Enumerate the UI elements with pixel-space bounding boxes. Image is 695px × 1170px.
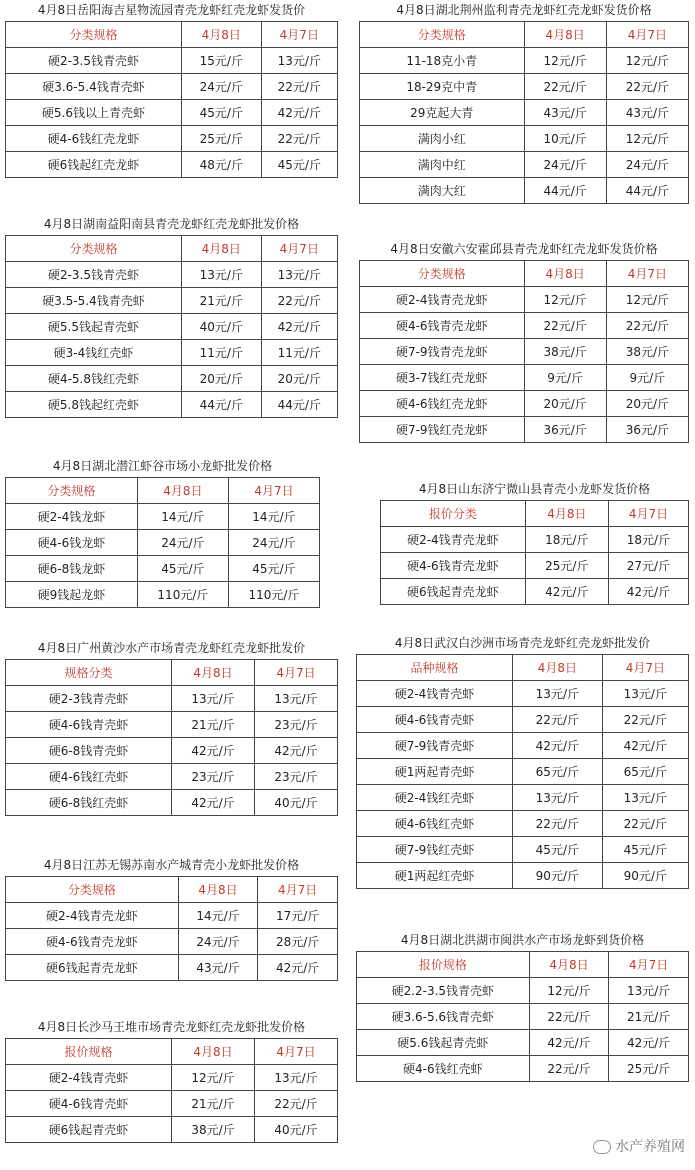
- table-row: [357, 707, 689, 733]
- price-block: [359, 3, 689, 204]
- header-yesterday: 4月7日: [261, 236, 337, 262]
- header-today: 4月8日: [525, 501, 608, 527]
- price-yesterday: 13元/斤: [261, 48, 337, 74]
- price-yesterday: 25元/斤: [609, 1056, 689, 1082]
- table-row: [357, 863, 689, 889]
- price-today: 36元/斤: [524, 417, 606, 443]
- spec-cell: 硬4-6钱青壳龙虾: [360, 313, 525, 339]
- table-row: [6, 152, 338, 178]
- price-today: 21元/斤: [181, 288, 261, 314]
- price-today: 44元/斤: [181, 392, 261, 418]
- price-yesterday: 45元/斤: [602, 837, 688, 863]
- wechat-icon: [593, 1140, 611, 1154]
- price-table: [359, 260, 689, 443]
- spec-cell: 硬2-4钱青壳虾: [6, 1065, 172, 1091]
- price-yesterday: 42元/斤: [608, 579, 688, 605]
- table-row: [357, 681, 689, 707]
- table-row: [381, 527, 689, 553]
- spec-cell: 硬2-4钱青壳龙虾: [6, 903, 179, 929]
- spec-cell: 11-18克小青: [360, 48, 525, 74]
- header-spec: 分类规格: [6, 236, 182, 262]
- header-today: 4月8日: [181, 236, 261, 262]
- spec-cell: 硬9钱起龙虾: [6, 582, 138, 608]
- price-today: 110元/斤: [137, 582, 228, 608]
- block-title: 4月8日岳阳海吉星物流园青壳龙虾红壳龙虾发货价: [37, 3, 306, 17]
- price-yesterday: 13元/斤: [255, 686, 338, 712]
- block-title: 4月8日长沙马王堆市场青壳龙虾红壳龙虾批发价格: [37, 1020, 306, 1034]
- header-spec: 规格分类: [6, 660, 172, 686]
- table-row: [357, 759, 689, 785]
- spec-cell: 硬2-3.5钱青壳虾: [6, 262, 182, 288]
- price-yesterday: 42元/斤: [602, 733, 688, 759]
- spec-cell: 硬4-6钱红壳虾: [357, 811, 513, 837]
- spec-cell: 硬4-6钱红壳虾: [357, 1056, 530, 1082]
- header-yesterday: 4月7日: [609, 952, 689, 978]
- price-yesterday: 42元/斤: [261, 100, 337, 126]
- price-today: 22元/斤: [529, 1056, 609, 1082]
- price-today: 45元/斤: [513, 837, 603, 863]
- price-yesterday: 36元/斤: [606, 417, 688, 443]
- header-spec: 报价规格: [357, 952, 530, 978]
- price-yesterday: 27元/斤: [608, 553, 688, 579]
- price-today: 25元/斤: [525, 553, 608, 579]
- price-today: 24元/斤: [181, 74, 261, 100]
- block-title: 4月8日江苏无锡苏南水产城青壳小龙虾批发价格: [43, 858, 300, 872]
- table-row: [360, 365, 689, 391]
- spec-cell: 硬4-6钱青壳虾: [357, 707, 513, 733]
- header-today: 4月8日: [181, 22, 261, 48]
- price-yesterday: 40元/斤: [255, 790, 338, 816]
- price-today: 24元/斤: [137, 530, 228, 556]
- price-today: 11元/斤: [181, 340, 261, 366]
- table-row: [6, 392, 338, 418]
- table-row: [6, 262, 338, 288]
- price-today: 38元/斤: [172, 1117, 255, 1143]
- price-yesterday: 22元/斤: [255, 1091, 338, 1117]
- price-yesterday: 42元/斤: [261, 314, 337, 340]
- price-table: [5, 235, 338, 418]
- table-row: [6, 530, 320, 556]
- header-yesterday: 4月7日: [255, 1039, 338, 1065]
- price-yesterday: 11元/斤: [261, 340, 337, 366]
- price-yesterday: 24元/斤: [606, 152, 688, 178]
- price-block: [356, 636, 689, 889]
- spec-cell: 硬6钱起红壳龙虾: [6, 152, 182, 178]
- spec-cell: 硬3-7钱红壳龙虾: [360, 365, 525, 391]
- price-today: 14元/斤: [178, 903, 258, 929]
- table-row: [6, 288, 338, 314]
- price-block: [5, 459, 320, 608]
- price-today: 12元/斤: [524, 287, 606, 313]
- price-yesterday: 23元/斤: [255, 712, 338, 738]
- price-yesterday: 22元/斤: [606, 74, 688, 100]
- price-yesterday: 44元/斤: [261, 392, 337, 418]
- price-today: 24元/斤: [178, 929, 258, 955]
- table-row: [360, 74, 689, 100]
- header-yesterday: 4月7日: [608, 501, 688, 527]
- table-row: [6, 340, 338, 366]
- price-today: 43元/斤: [524, 100, 606, 126]
- price-today: 38元/斤: [524, 339, 606, 365]
- price-today: 12元/斤: [172, 1065, 255, 1091]
- price-yesterday: 13元/斤: [602, 785, 688, 811]
- spec-cell: 硬6-8钱青壳虾: [6, 738, 172, 764]
- table-row: [360, 339, 689, 365]
- table-row: [6, 955, 338, 981]
- price-yesterday: 22元/斤: [606, 313, 688, 339]
- header-spec: 分类规格: [360, 22, 525, 48]
- price-yesterday: 12元/斤: [606, 126, 688, 152]
- header-today: 4月8日: [172, 1039, 255, 1065]
- block-title: 4月8日湖北洪湖市闽洪水产市场龙虾到货价格: [400, 933, 645, 947]
- price-today: 13元/斤: [172, 686, 255, 712]
- header-yesterday: 4月7日: [228, 478, 319, 504]
- header-today: 4月8日: [529, 952, 609, 978]
- spec-cell: 硬2-4钱红壳虾: [357, 785, 513, 811]
- price-yesterday: 13元/斤: [255, 1065, 338, 1091]
- header-yesterday: 4月7日: [258, 877, 338, 903]
- price-yesterday: 20元/斤: [261, 366, 337, 392]
- price-today: 43元/斤: [178, 955, 258, 981]
- price-today: 13元/斤: [513, 785, 603, 811]
- table-row: [360, 126, 689, 152]
- spec-cell: 硬2-4钱青壳龙虾: [360, 287, 525, 313]
- table-row: [357, 837, 689, 863]
- header-yesterday: 4月7日: [261, 22, 337, 48]
- table-row: [6, 903, 338, 929]
- price-today: 42元/斤: [513, 733, 603, 759]
- price-yesterday: 42元/斤: [255, 738, 338, 764]
- table-row: [360, 152, 689, 178]
- spec-cell: 硬2-3.5钱青壳虾: [6, 48, 182, 74]
- table-row: [6, 314, 338, 340]
- table-row: [6, 556, 320, 582]
- table-row: [357, 1030, 689, 1056]
- price-today: 24元/斤: [524, 152, 606, 178]
- table-row: [360, 391, 689, 417]
- block-title: 4月8日安徽六安霍邱县青壳龙虾红壳龙虾发货价格: [390, 242, 658, 256]
- price-block: [5, 641, 338, 816]
- price-table: [5, 1038, 338, 1143]
- price-yesterday: 14元/斤: [228, 504, 319, 530]
- price-yesterday: 12元/斤: [606, 48, 688, 74]
- price-today: 42元/斤: [172, 790, 255, 816]
- block-title: 4月8日湖北荆州监利青壳龙虾红壳龙虾发货价格: [396, 3, 652, 17]
- price-table: [5, 876, 338, 981]
- price-yesterday: 22元/斤: [602, 811, 688, 837]
- header-yesterday: 4月7日: [606, 22, 688, 48]
- spec-cell: 硬4-6钱青壳虾: [6, 1091, 172, 1117]
- table-row: [6, 1091, 338, 1117]
- table-row: [6, 126, 338, 152]
- price-yesterday: 17元/斤: [258, 903, 338, 929]
- spec-cell: 硬7-9钱青壳虾: [357, 733, 513, 759]
- table-row: [6, 1117, 338, 1143]
- price-block: [356, 933, 689, 1082]
- header-spec: 报价规格: [6, 1039, 172, 1065]
- spec-cell: 硬2-4钱青壳龙虾: [381, 527, 526, 553]
- table-row: [357, 1056, 689, 1082]
- price-today: 45元/斤: [137, 556, 228, 582]
- spec-cell: 硬4-6钱青壳龙虾: [6, 929, 179, 955]
- price-today: 45元/斤: [181, 100, 261, 126]
- price-yesterday: 28元/斤: [258, 929, 338, 955]
- table-row: [357, 1004, 689, 1030]
- spec-cell: 硬5.5钱起青壳虾: [6, 314, 182, 340]
- price-today: 42元/斤: [529, 1030, 609, 1056]
- price-today: 22元/斤: [513, 811, 603, 837]
- price-today: 42元/斤: [525, 579, 608, 605]
- spec-cell: 硬4-6钱红壳龙虾: [6, 126, 182, 152]
- price-today: 13元/斤: [513, 681, 603, 707]
- header-spec: 分类规格: [360, 261, 525, 287]
- spec-cell: 硬6钱起青壳龙虾: [6, 955, 179, 981]
- block-title: 4月8日湖南益阳南县青壳龙虾红壳龙虾批发价格: [43, 217, 300, 231]
- price-today: 48元/斤: [181, 152, 261, 178]
- price-yesterday: 44元/斤: [606, 178, 688, 204]
- price-yesterday: 40元/斤: [255, 1117, 338, 1143]
- header-today: 4月8日: [137, 478, 228, 504]
- table-row: [6, 366, 338, 392]
- spec-cell: 硬1两起红壳虾: [357, 863, 513, 889]
- table-row: [381, 553, 689, 579]
- header-today: 4月8日: [172, 660, 255, 686]
- table-row: [357, 733, 689, 759]
- price-block: [359, 242, 689, 443]
- price-today: 12元/斤: [524, 48, 606, 74]
- price-today: 22元/斤: [524, 313, 606, 339]
- table-row: [360, 48, 689, 74]
- table-row: [6, 712, 338, 738]
- header-spec: 品种规格: [357, 655, 513, 681]
- header-spec: 报价分类: [381, 501, 526, 527]
- spec-cell: 硬3-4钱红壳虾: [6, 340, 182, 366]
- spec-cell: 硬7-9钱红壳虾: [357, 837, 513, 863]
- table-row: [360, 178, 689, 204]
- price-table: [5, 477, 320, 608]
- price-today: 40元/斤: [181, 314, 261, 340]
- block-title: 4月8日武汉白沙洲市场青壳龙虾红壳龙虾批发价: [394, 636, 651, 650]
- spec-cell: 硬5.8钱起红壳虾: [6, 392, 182, 418]
- price-block: [5, 3, 338, 178]
- table-row: [360, 100, 689, 126]
- spec-cell: 硬5.6钱以上青壳虾: [6, 100, 182, 126]
- spec-cell: 满肉小红: [360, 126, 525, 152]
- header-today: 4月8日: [524, 261, 606, 287]
- price-table: [359, 21, 689, 204]
- price-yesterday: 42元/斤: [609, 1030, 689, 1056]
- table-row: [360, 417, 689, 443]
- spec-cell: 硬4-6钱龙虾: [6, 530, 138, 556]
- price-yesterday: 20元/斤: [606, 391, 688, 417]
- header-today: 4月8日: [178, 877, 258, 903]
- header-today: 4月8日: [524, 22, 606, 48]
- spec-cell: 硬2-4钱青壳虾: [357, 681, 513, 707]
- price-yesterday: 13元/斤: [261, 262, 337, 288]
- price-yesterday: 22元/斤: [602, 707, 688, 733]
- spec-cell: 硬2-3钱青壳虾: [6, 686, 172, 712]
- price-table: [380, 500, 689, 605]
- spec-cell: 硬6-8钱龙虾: [6, 556, 138, 582]
- table-row: [6, 764, 338, 790]
- spec-cell: 硬3.5-5.4钱青壳虾: [6, 288, 182, 314]
- spec-cell: 硬4-6钱青壳龙虾: [381, 553, 526, 579]
- price-yesterday: 12元/斤: [606, 287, 688, 313]
- header-yesterday: 4月7日: [602, 655, 688, 681]
- spec-cell: 29克起大青: [360, 100, 525, 126]
- spec-cell: 硬3.6-5.4钱青壳虾: [6, 74, 182, 100]
- price-table: [356, 654, 689, 889]
- table-row: [6, 504, 320, 530]
- spec-cell: 硬6-8钱红壳虾: [6, 790, 172, 816]
- price-today: 22元/斤: [513, 707, 603, 733]
- table-row: [6, 790, 338, 816]
- price-table: [356, 951, 689, 1082]
- price-yesterday: 110元/斤: [228, 582, 319, 608]
- spec-cell: 硬4-6钱红壳龙虾: [360, 391, 525, 417]
- table-row: [381, 579, 689, 605]
- block-title: 4月8日广州黄沙水产市场青壳龙虾红壳龙虾批发价: [37, 641, 306, 655]
- price-yesterday: 42元/斤: [258, 955, 338, 981]
- spec-cell: 硬5.6钱起青壳虾: [357, 1030, 530, 1056]
- price-block: [5, 1020, 338, 1143]
- spec-cell: 硬6钱起青壳虾: [6, 1117, 172, 1143]
- price-today: 12元/斤: [529, 978, 609, 1004]
- table-row: [6, 48, 338, 74]
- header-spec: 分类规格: [6, 22, 182, 48]
- price-today: 18元/斤: [525, 527, 608, 553]
- price-yesterday: 65元/斤: [602, 759, 688, 785]
- price-yesterday: 24元/斤: [228, 530, 319, 556]
- price-yesterday: 9元/斤: [606, 365, 688, 391]
- table-row: [6, 929, 338, 955]
- price-yesterday: 13元/斤: [602, 681, 688, 707]
- price-yesterday: 22元/斤: [261, 126, 337, 152]
- spec-cell: 硬3.6-5.6钱青壳虾: [357, 1004, 530, 1030]
- watermark-text: 水产养殖网: [615, 1139, 685, 1155]
- table-row: [6, 1065, 338, 1091]
- table-row: [6, 100, 338, 126]
- spec-cell: 硬1两起青壳虾: [357, 759, 513, 785]
- table-row: [357, 978, 689, 1004]
- price-yesterday: 13元/斤: [609, 978, 689, 1004]
- price-table: [5, 659, 338, 816]
- price-today: 10元/斤: [524, 126, 606, 152]
- spec-cell: 硬4-5.8钱红壳虾: [6, 366, 182, 392]
- spec-cell: 硬2.2-3.5钱青壳虾: [357, 978, 530, 1004]
- watermark: [593, 1136, 685, 1156]
- price-today: 22元/斤: [524, 74, 606, 100]
- price-yesterday: 45元/斤: [261, 152, 337, 178]
- price-today: 20元/斤: [181, 366, 261, 392]
- price-today: 42元/斤: [172, 738, 255, 764]
- price-today: 9元/斤: [524, 365, 606, 391]
- spec-cell: 硬4-6钱青壳虾: [6, 712, 172, 738]
- price-today: 13元/斤: [181, 262, 261, 288]
- table-row: [360, 287, 689, 313]
- header-yesterday: 4月7日: [255, 660, 338, 686]
- price-today: 14元/斤: [137, 504, 228, 530]
- table-row: [357, 811, 689, 837]
- price-yesterday: 22元/斤: [261, 288, 337, 314]
- price-block: [5, 217, 338, 418]
- price-today: 21元/斤: [172, 712, 255, 738]
- table-row: [6, 686, 338, 712]
- header-spec: 分类规格: [6, 877, 179, 903]
- price-today: 15元/斤: [181, 48, 261, 74]
- price-today: 23元/斤: [172, 764, 255, 790]
- price-block: [380, 482, 689, 605]
- price-table: [5, 21, 338, 178]
- price-block: [5, 858, 338, 981]
- spec-cell: 硬7-9钱青壳龙虾: [360, 339, 525, 365]
- price-today: 65元/斤: [513, 759, 603, 785]
- price-today: 22元/斤: [529, 1004, 609, 1030]
- spec-cell: 硬7-9钱红壳龙虾: [360, 417, 525, 443]
- price-today: 20元/斤: [524, 391, 606, 417]
- price-yesterday: 22元/斤: [261, 74, 337, 100]
- spec-cell: 满肉大红: [360, 178, 525, 204]
- spec-cell: 硬4-6钱红壳虾: [6, 764, 172, 790]
- price-today: 44元/斤: [524, 178, 606, 204]
- table-row: [6, 74, 338, 100]
- price-today: 21元/斤: [172, 1091, 255, 1117]
- header-spec: 分类规格: [6, 478, 138, 504]
- table-row: [6, 738, 338, 764]
- price-today: 25元/斤: [181, 126, 261, 152]
- price-yesterday: 43元/斤: [606, 100, 688, 126]
- table-row: [357, 785, 689, 811]
- block-title: 4月8日湖北潜江虾谷市场小龙虾批发价格: [52, 459, 273, 473]
- spec-cell: 18-29克中青: [360, 74, 525, 100]
- table-row: [360, 313, 689, 339]
- price-yesterday: 45元/斤: [228, 556, 319, 582]
- price-yesterday: 38元/斤: [606, 339, 688, 365]
- price-yesterday: 21元/斤: [609, 1004, 689, 1030]
- header-today: 4月8日: [513, 655, 603, 681]
- spec-cell: 硬2-4钱龙虾: [6, 504, 138, 530]
- price-yesterday: 18元/斤: [608, 527, 688, 553]
- price-yesterday: 23元/斤: [255, 764, 338, 790]
- block-title: 4月8日山东济宁微山县青壳小龙虾发货价格: [418, 482, 651, 496]
- spec-cell: 硬6钱起青壳龙虾: [381, 579, 526, 605]
- price-today: 90元/斤: [513, 863, 603, 889]
- price-yesterday: 90元/斤: [602, 863, 688, 889]
- header-yesterday: 4月7日: [606, 261, 688, 287]
- table-row: [6, 582, 320, 608]
- spec-cell: 满肉中红: [360, 152, 525, 178]
